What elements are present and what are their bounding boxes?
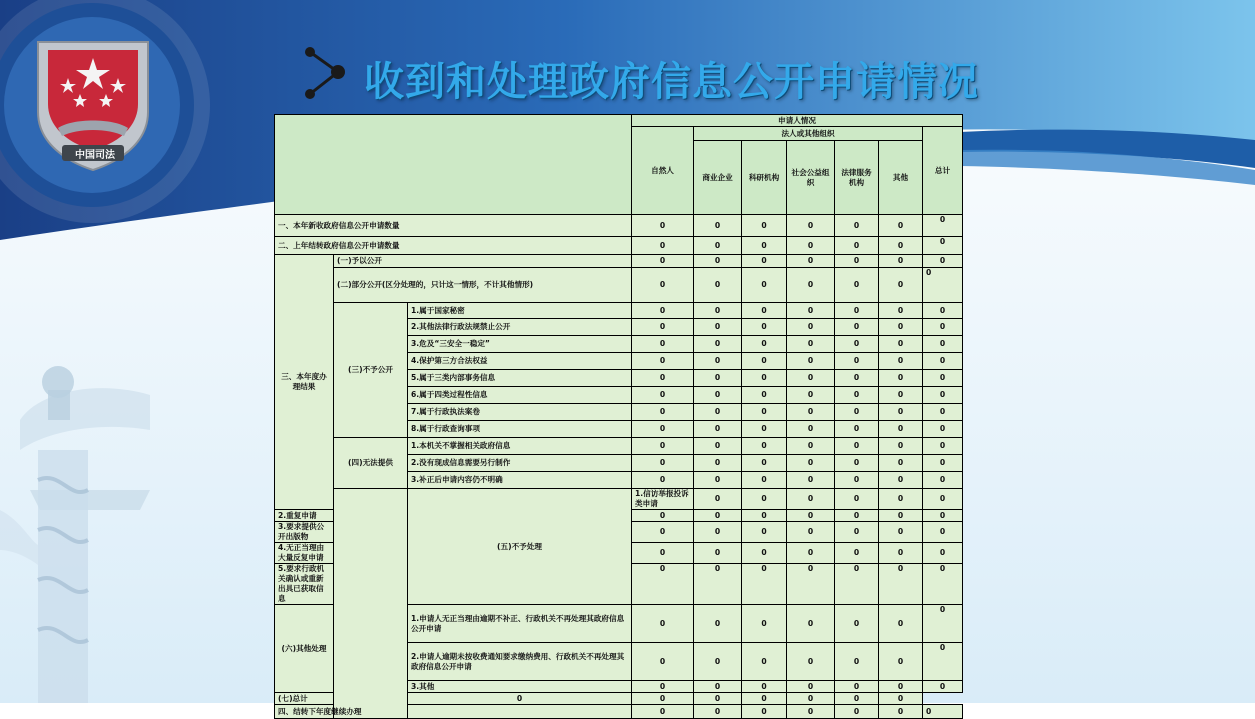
cell-value: 0 bbox=[742, 421, 787, 438]
cell-value: 0 bbox=[742, 472, 787, 489]
cell-value: 0 bbox=[835, 387, 879, 404]
row-label: 1.本机关不掌握相关政府信息 bbox=[408, 438, 632, 455]
table-row bbox=[275, 303, 963, 319]
cell-total: 0 bbox=[923, 336, 963, 353]
row-label: 一、本年新收政府信息公开申请数量 bbox=[275, 215, 632, 237]
cell-value: 0 bbox=[694, 564, 742, 605]
cell-value: 0 bbox=[742, 489, 787, 510]
cell-value: 0 bbox=[879, 605, 923, 643]
cell-value: 0 bbox=[879, 303, 923, 319]
cell-value: 0 bbox=[742, 522, 787, 543]
logo-text: 中国司法 bbox=[75, 150, 115, 161]
row-label: 1.属于国家秘密 bbox=[408, 303, 632, 319]
cell-value: 0 bbox=[632, 336, 694, 353]
cell-value: 0 bbox=[787, 643, 835, 681]
section-blank-cell bbox=[334, 489, 408, 719]
row-label: 2.重复申请 bbox=[275, 510, 334, 522]
cell-value: 0 bbox=[742, 693, 787, 705]
cell-value: 0 bbox=[694, 705, 742, 719]
cell-value: 0 bbox=[632, 605, 694, 643]
row-label: 5.要求行政机关确认或重新出具已获取信息 bbox=[275, 564, 334, 605]
title-bullet-icon bbox=[300, 44, 350, 102]
cell-value: 0 bbox=[694, 370, 742, 387]
cell-value: 0 bbox=[694, 681, 742, 693]
cell-value: 0 bbox=[694, 510, 742, 522]
cell-value: 0 bbox=[694, 353, 742, 370]
cell-total: 0 bbox=[923, 319, 963, 336]
row-label: 3.要求提供公开出版物 bbox=[275, 522, 334, 543]
cell-value: 0 bbox=[694, 319, 742, 336]
cell-total: 0 bbox=[923, 643, 963, 681]
cell-value: 0 bbox=[694, 237, 742, 255]
row-label: 3.其他 bbox=[408, 681, 632, 693]
cell-total: 0 bbox=[923, 387, 963, 404]
cell-value: 0 bbox=[632, 215, 694, 237]
cell-value: 0 bbox=[879, 543, 923, 564]
row-label: (七)总计 bbox=[275, 693, 408, 705]
cell-value: 0 bbox=[835, 404, 879, 421]
cell-value: 0 bbox=[632, 522, 694, 543]
cell-value: 0 bbox=[835, 705, 879, 719]
cell-value: 0 bbox=[787, 564, 835, 605]
cell-value: 0 bbox=[742, 681, 787, 693]
cell-value: 0 bbox=[787, 215, 835, 237]
cell-value: 0 bbox=[835, 643, 879, 681]
cell-value: 0 bbox=[632, 681, 694, 693]
cell-value: 0 bbox=[835, 353, 879, 370]
cell-value: 0 bbox=[694, 489, 742, 510]
cell-value: 0 bbox=[632, 421, 694, 438]
cell-value: 0 bbox=[632, 564, 694, 605]
row-label: 2.没有现成信息需要另行制作 bbox=[408, 455, 632, 472]
cell-value: 0 bbox=[835, 421, 879, 438]
cell-value: 0 bbox=[742, 404, 787, 421]
cell-total: 0 bbox=[923, 705, 963, 719]
row-label: 4.无正当理由大量反复申请 bbox=[275, 543, 334, 564]
subsection-label: (五)不予处理 bbox=[408, 489, 632, 605]
cell-value: 0 bbox=[835, 255, 879, 268]
cell-total: 0 bbox=[923, 564, 963, 605]
cell-value: 0 bbox=[879, 705, 923, 719]
subsection-label: (六)其他处理 bbox=[275, 605, 334, 693]
cell-value: 0 bbox=[835, 268, 879, 303]
cell-total: 0 bbox=[923, 510, 963, 522]
cell-value: 0 bbox=[787, 693, 835, 705]
huabiao-pillar-decoration bbox=[0, 360, 160, 703]
row-label: 二、上年结转政府信息公开申请数量 bbox=[275, 237, 632, 255]
row-label: 7.属于行政执法案卷 bbox=[408, 404, 632, 421]
table-row bbox=[275, 438, 963, 455]
row-label: 1.申请人无正当理由逾期不补正、行政机关不再处理其政府信息公开申请 bbox=[408, 605, 632, 643]
cell-value: 0 bbox=[835, 681, 879, 693]
cell-total: 0 bbox=[923, 455, 963, 472]
cell-value: 0 bbox=[632, 319, 694, 336]
page-title: 收到和处理政府信息公开申请情况 bbox=[364, 59, 979, 105]
cell-value: 0 bbox=[742, 370, 787, 387]
cell-value: 0 bbox=[879, 370, 923, 387]
cell-value: 0 bbox=[632, 510, 694, 522]
table-row bbox=[275, 705, 963, 719]
cell-value: 0 bbox=[787, 681, 835, 693]
cell-value: 0 bbox=[742, 705, 787, 719]
header-total: 总计 bbox=[923, 127, 963, 215]
row-label: (二)部分公开(区分处理的，只计这一情形，不计其他情形) bbox=[334, 268, 632, 303]
header-applicant: 申请人情况 bbox=[632, 115, 963, 127]
section-label: 三、本年度办理结果 bbox=[275, 255, 334, 510]
header-public-welfare: 社会公益组织 bbox=[787, 141, 835, 215]
cell-value: 0 bbox=[742, 237, 787, 255]
cell-value: 0 bbox=[879, 319, 923, 336]
cell-value: 0 bbox=[632, 237, 694, 255]
table-row bbox=[275, 489, 963, 510]
row-label: 3.补正后申请内容仍不明确 bbox=[408, 472, 632, 489]
cell-total: 0 bbox=[923, 268, 963, 303]
cell-value: 0 bbox=[694, 255, 742, 268]
cell-value: 0 bbox=[879, 522, 923, 543]
cell-value: 0 bbox=[787, 237, 835, 255]
cell-total: 0 bbox=[923, 681, 963, 693]
cell-value: 0 bbox=[835, 510, 879, 522]
cell-value: 0 bbox=[742, 605, 787, 643]
cell-value: 0 bbox=[742, 510, 787, 522]
cell-value: 0 bbox=[742, 319, 787, 336]
cell-value: 0 bbox=[835, 522, 879, 543]
cell-value: 0 bbox=[835, 564, 879, 605]
cell-value: 0 bbox=[787, 421, 835, 438]
cell-value: 0 bbox=[694, 438, 742, 455]
cell-value: 0 bbox=[879, 237, 923, 255]
cell-value: 0 bbox=[742, 455, 787, 472]
cell-value: 0 bbox=[835, 303, 879, 319]
header-natural-person: 自然人 bbox=[632, 127, 694, 215]
cell-value: 0 bbox=[879, 336, 923, 353]
cell-value: 0 bbox=[632, 705, 694, 719]
row-label: 6.属于四类过程性信息 bbox=[408, 387, 632, 404]
header-blank-cell bbox=[275, 115, 632, 215]
row-label: 2.其他法律行政法规禁止公开 bbox=[408, 319, 632, 336]
cell-value: 0 bbox=[694, 643, 742, 681]
cell-total: 0 bbox=[923, 522, 963, 543]
cell-value: 0 bbox=[787, 268, 835, 303]
cell-value: 0 bbox=[835, 438, 879, 455]
subsection-label: (三)不予公开 bbox=[334, 303, 408, 438]
cell-value: 0 bbox=[835, 489, 879, 510]
cell-total: 0 bbox=[923, 353, 963, 370]
cell-value: 0 bbox=[787, 404, 835, 421]
cell-value: 0 bbox=[694, 404, 742, 421]
cell-value: 0 bbox=[632, 643, 694, 681]
cell-value: 0 bbox=[694, 693, 742, 705]
cell-value: 0 bbox=[742, 438, 787, 455]
cell-value: 0 bbox=[879, 387, 923, 404]
cell-value: 0 bbox=[835, 319, 879, 336]
cell-value: 0 bbox=[787, 370, 835, 387]
cell-value: 0 bbox=[694, 455, 742, 472]
row-label: 2.申请人逾期未按收费通知要求缴纳费用、行政机关不再处理其政府信息公开申请 bbox=[408, 643, 632, 681]
cell-value: 0 bbox=[632, 543, 694, 564]
cell-value: 0 bbox=[787, 303, 835, 319]
cell-value: 0 bbox=[408, 693, 632, 705]
cell-value: 0 bbox=[787, 438, 835, 455]
cell-value: 0 bbox=[632, 303, 694, 319]
cell-value: 0 bbox=[787, 319, 835, 336]
cell-value: 0 bbox=[632, 693, 694, 705]
cell-total: 0 bbox=[923, 215, 963, 237]
header-other: 其他 bbox=[879, 141, 923, 215]
cell-value: 0 bbox=[879, 489, 923, 510]
cell-value: 0 bbox=[879, 255, 923, 268]
cell-value: 0 bbox=[632, 268, 694, 303]
cell-value: 0 bbox=[787, 336, 835, 353]
cell-value: 0 bbox=[787, 472, 835, 489]
cell-value: 0 bbox=[694, 543, 742, 564]
cell-total: 0 bbox=[923, 543, 963, 564]
table-row bbox=[275, 268, 963, 303]
row-label: 8.属于行政查询事项 bbox=[408, 421, 632, 438]
header-legal-or-other: 法人或其他组织 bbox=[694, 127, 923, 141]
cell-value: 0 bbox=[879, 404, 923, 421]
cell-value: 0 bbox=[879, 510, 923, 522]
cell-value: 0 bbox=[835, 472, 879, 489]
cell-value: 0 bbox=[787, 522, 835, 543]
row-label: 四、结转下年度继续办理 bbox=[275, 705, 632, 719]
cell-value: 0 bbox=[632, 455, 694, 472]
cell-value: 0 bbox=[632, 404, 694, 421]
cell-value: 0 bbox=[787, 255, 835, 268]
cell-value: 0 bbox=[742, 643, 787, 681]
cell-total: 0 bbox=[923, 255, 963, 268]
cell-value: 0 bbox=[742, 303, 787, 319]
row-label: 1.信访举报投诉类申请 bbox=[632, 489, 694, 510]
cell-value: 0 bbox=[879, 643, 923, 681]
cell-value: 0 bbox=[787, 510, 835, 522]
cell-value: 0 bbox=[787, 605, 835, 643]
cell-value: 0 bbox=[742, 336, 787, 353]
cell-total: 0 bbox=[923, 370, 963, 387]
cell-value: 0 bbox=[632, 438, 694, 455]
header-legal-service: 法律服务机构 bbox=[835, 141, 879, 215]
cell-value: 0 bbox=[694, 421, 742, 438]
cell-total: 0 bbox=[923, 303, 963, 319]
cell-value: 0 bbox=[694, 215, 742, 237]
cell-value: 0 bbox=[632, 472, 694, 489]
cell-value: 0 bbox=[694, 472, 742, 489]
cell-value: 0 bbox=[787, 455, 835, 472]
row-label: (一)予以公开 bbox=[334, 255, 632, 268]
table-row bbox=[275, 215, 963, 237]
row-label: 4.保护第三方合法权益 bbox=[408, 353, 632, 370]
cell-value: 0 bbox=[835, 543, 879, 564]
cell-value: 0 bbox=[835, 605, 879, 643]
header-research: 科研机构 bbox=[742, 141, 787, 215]
row-label: 5.属于三类内部事务信息 bbox=[408, 370, 632, 387]
cell-value: 0 bbox=[694, 522, 742, 543]
cell-value: 0 bbox=[742, 255, 787, 268]
cell-value: 0 bbox=[923, 489, 963, 510]
cell-value: 0 bbox=[742, 543, 787, 564]
cell-value: 0 bbox=[835, 336, 879, 353]
cell-value: 0 bbox=[742, 268, 787, 303]
cell-value: 0 bbox=[835, 215, 879, 237]
cell-total: 0 bbox=[923, 404, 963, 421]
cell-value: 0 bbox=[742, 353, 787, 370]
cell-value: 0 bbox=[632, 255, 694, 268]
cell-value: 0 bbox=[742, 564, 787, 605]
header-commercial: 商业企业 bbox=[694, 141, 742, 215]
cell-value: 0 bbox=[879, 472, 923, 489]
cell-value: 0 bbox=[879, 455, 923, 472]
row-label: 3.危及“三安全一稳定” bbox=[408, 336, 632, 353]
cell-value: 0 bbox=[787, 489, 835, 510]
table-row bbox=[275, 237, 963, 255]
cell-value: 0 bbox=[742, 387, 787, 404]
cell-value: 0 bbox=[694, 605, 742, 643]
cell-value: 0 bbox=[787, 705, 835, 719]
cell-value: 0 bbox=[742, 215, 787, 237]
cell-value: 0 bbox=[879, 564, 923, 605]
cell-value: 0 bbox=[835, 370, 879, 387]
cell-value: 0 bbox=[835, 693, 879, 705]
cell-value: 0 bbox=[879, 268, 923, 303]
cell-total: 0 bbox=[923, 605, 963, 643]
cell-total: 0 bbox=[923, 438, 963, 455]
cell-value: 0 bbox=[694, 387, 742, 404]
cell-value: 0 bbox=[787, 387, 835, 404]
cell-value: 0 bbox=[694, 303, 742, 319]
cell-total: 0 bbox=[923, 421, 963, 438]
cell-total: 0 bbox=[923, 237, 963, 255]
cell-value: 0 bbox=[835, 455, 879, 472]
cell-total: 0 bbox=[879, 693, 923, 705]
subsection-label: (四)无法提供 bbox=[334, 438, 408, 489]
cell-value: 0 bbox=[632, 370, 694, 387]
cell-value: 0 bbox=[694, 268, 742, 303]
cell-value: 0 bbox=[879, 353, 923, 370]
cell-value: 0 bbox=[835, 237, 879, 255]
cell-value: 0 bbox=[879, 438, 923, 455]
cell-value: 0 bbox=[787, 543, 835, 564]
disclosure-report-table bbox=[274, 114, 963, 719]
cell-value: 0 bbox=[632, 387, 694, 404]
cell-value: 0 bbox=[879, 681, 923, 693]
cell-total: 0 bbox=[923, 472, 963, 489]
cell-value: 0 bbox=[879, 421, 923, 438]
cell-value: 0 bbox=[879, 215, 923, 237]
cell-value: 0 bbox=[694, 336, 742, 353]
table-row bbox=[275, 255, 963, 268]
cell-value: 0 bbox=[632, 353, 694, 370]
cell-value: 0 bbox=[787, 353, 835, 370]
